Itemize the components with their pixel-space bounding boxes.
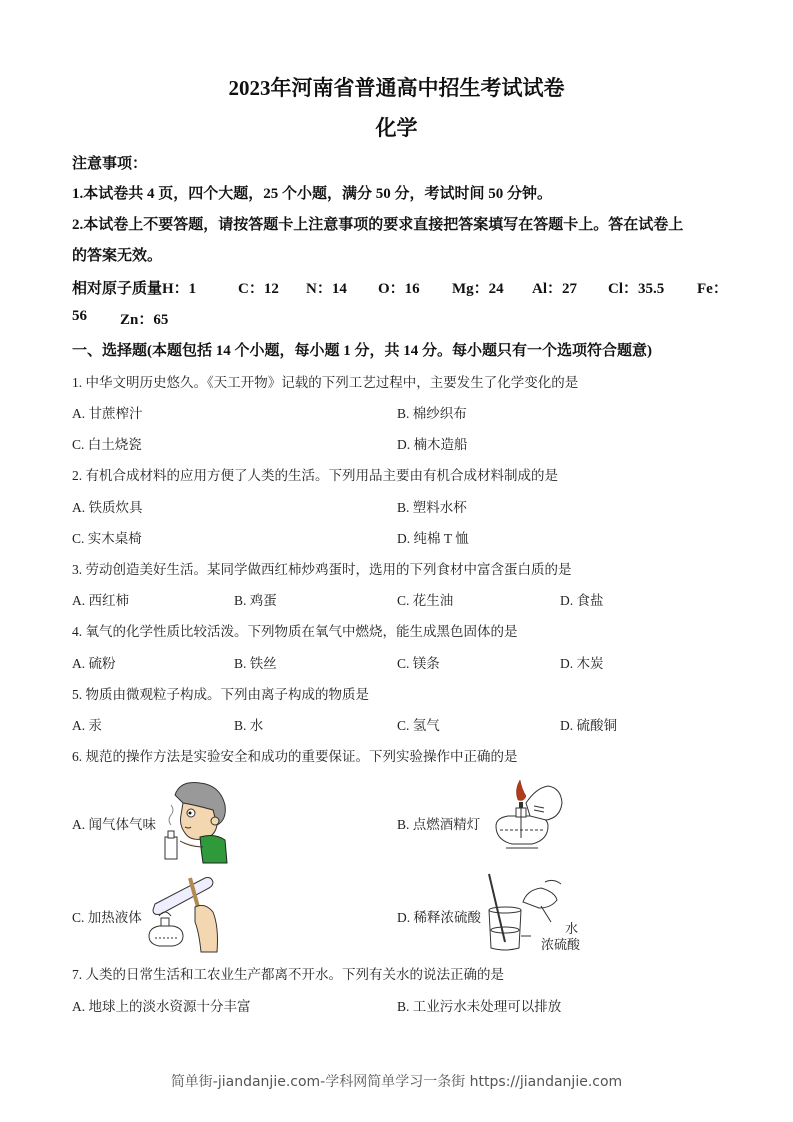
q7-option-a: A. 地球上的淡水资源十分丰富 — [72, 999, 251, 1014]
mass-fe: Fe： — [697, 281, 728, 297]
water-label: 水 — [565, 921, 579, 936]
q2-option-a: A. 铁质炊具 — [72, 500, 143, 515]
q3-option-d: D. 食盐 — [560, 593, 604, 608]
q6-option-b: B. 点燃酒精灯 — [397, 817, 481, 832]
q4-option-a: A. 硫粉 — [72, 656, 116, 671]
mass-fe-value: 56 — [72, 308, 87, 324]
q3-option-a: A. 西红柿 — [72, 593, 129, 608]
q6-option-a: A. 闻气体气味 — [72, 817, 156, 832]
atomic-mass-label: 相对原子质量 — [72, 281, 163, 297]
q3-option-c: C. 花生油 — [397, 593, 454, 608]
mass-mg: Mg：24 — [452, 281, 504, 297]
heating-liquid-figure-icon — [145, 872, 230, 957]
q6-option-c: C. 加热液体 — [72, 910, 142, 925]
q6-option-d: D. 稀释浓硫酸 — [397, 910, 481, 925]
q1-option-d: D. 楠木造船 — [397, 437, 468, 452]
q4-option-d: D. 木炭 — [560, 656, 604, 671]
q2-option-b: B. 塑料水杯 — [397, 500, 467, 515]
q2-option-c: C. 实木桌椅 — [72, 531, 142, 546]
mass-zn: Zn：65 — [120, 312, 169, 328]
q3-option-b: B. 鸡蛋 — [234, 593, 277, 608]
question-5-stem: 5. 物质由微观粒子构成。下列由离子构成的物质是 — [72, 687, 369, 702]
q4-option-b: B. 铁丝 — [234, 656, 277, 671]
sulfuric-acid-label: 浓硫酸 — [541, 937, 581, 952]
notice-item-2: 2.本试卷上不要答题，请按答题卡上注意事项的要求直接把答案填写在答题卡上。答在试卷上 — [72, 217, 684, 233]
question-2-stem: 2. 有机合成材料的应用方便了人类的生活。下列用品主要由有机合成材料制成的是 — [72, 468, 558, 483]
q5-option-d: D. 硫酸铜 — [560, 718, 617, 733]
q1-option-c: C. 白土烧瓷 — [72, 437, 142, 452]
notice-item-1: 1.本试卷共 4 页，四个大题，25 个小题，满分 50 分，考试时间 50 分钟。 — [72, 186, 553, 202]
alcohol-lamp-figure-icon — [486, 778, 566, 858]
question-1-stem: 1. 中华文明历史悠久。《天工开物》记载的下列工艺过程中，主要发生了化学变化的是 — [72, 375, 579, 390]
mass-cl: Cl：35.5 — [608, 281, 665, 297]
q5-option-b: B. 水 — [234, 718, 264, 733]
mass-h: H：1 — [162, 281, 197, 297]
mass-o: O：16 — [378, 281, 420, 297]
subject-title: 化学 — [375, 116, 418, 140]
question-4-stem: 4. 氧气的化学性质比较活泼。下列物质在氧气中燃烧，能生成黑色固体的是 — [72, 624, 518, 639]
smell-gas-figure-icon — [155, 775, 235, 865]
q2-option-d: D. 纯棉 T 恤 — [397, 531, 469, 546]
q5-option-c: C. 氢气 — [397, 718, 440, 733]
footer-watermark: 简单街-jiandanjie.com-学科网简单学习一条街 https://jiandanjie.com — [170, 1074, 623, 1090]
question-3-stem: 3. 劳动创造美好生活。某同学做西红柿炒鸡蛋时，选用的下列食材中富含蛋白质的是 — [72, 562, 572, 577]
mass-n: N：14 — [306, 281, 347, 297]
notice-item-2-cont: 的答案无效。 — [72, 248, 163, 264]
q5-option-a: A. 汞 — [72, 718, 102, 733]
q1-option-a: A. 甘蔗榨汁 — [72, 406, 143, 421]
mass-al: Al：27 — [532, 281, 578, 297]
section-heading: 一、选择题(本题包括 14 个小题，每小题 1 分，共 14 分。每小题只有一个选项符合题意) — [72, 343, 652, 359]
q1-option-b: B. 棉纱织布 — [397, 406, 467, 421]
mass-c: C：12 — [238, 281, 279, 297]
notice-heading: 注意事项： — [72, 156, 148, 172]
q7-option-b: B. 工业污水未处理可以排放 — [397, 999, 562, 1014]
question-7-stem: 7. 人类的日常生活和工农业生产都离不开水。下列有关水的说法正确的是 — [72, 967, 504, 982]
exam-title: 2023年河南省普通高中招生考试试卷 — [228, 76, 565, 100]
q4-option-c: C. 镁条 — [397, 656, 440, 671]
question-6-stem: 6. 规范的操作方法是实验安全和成功的重要保证。下列实验操作中正确的是 — [72, 749, 518, 764]
